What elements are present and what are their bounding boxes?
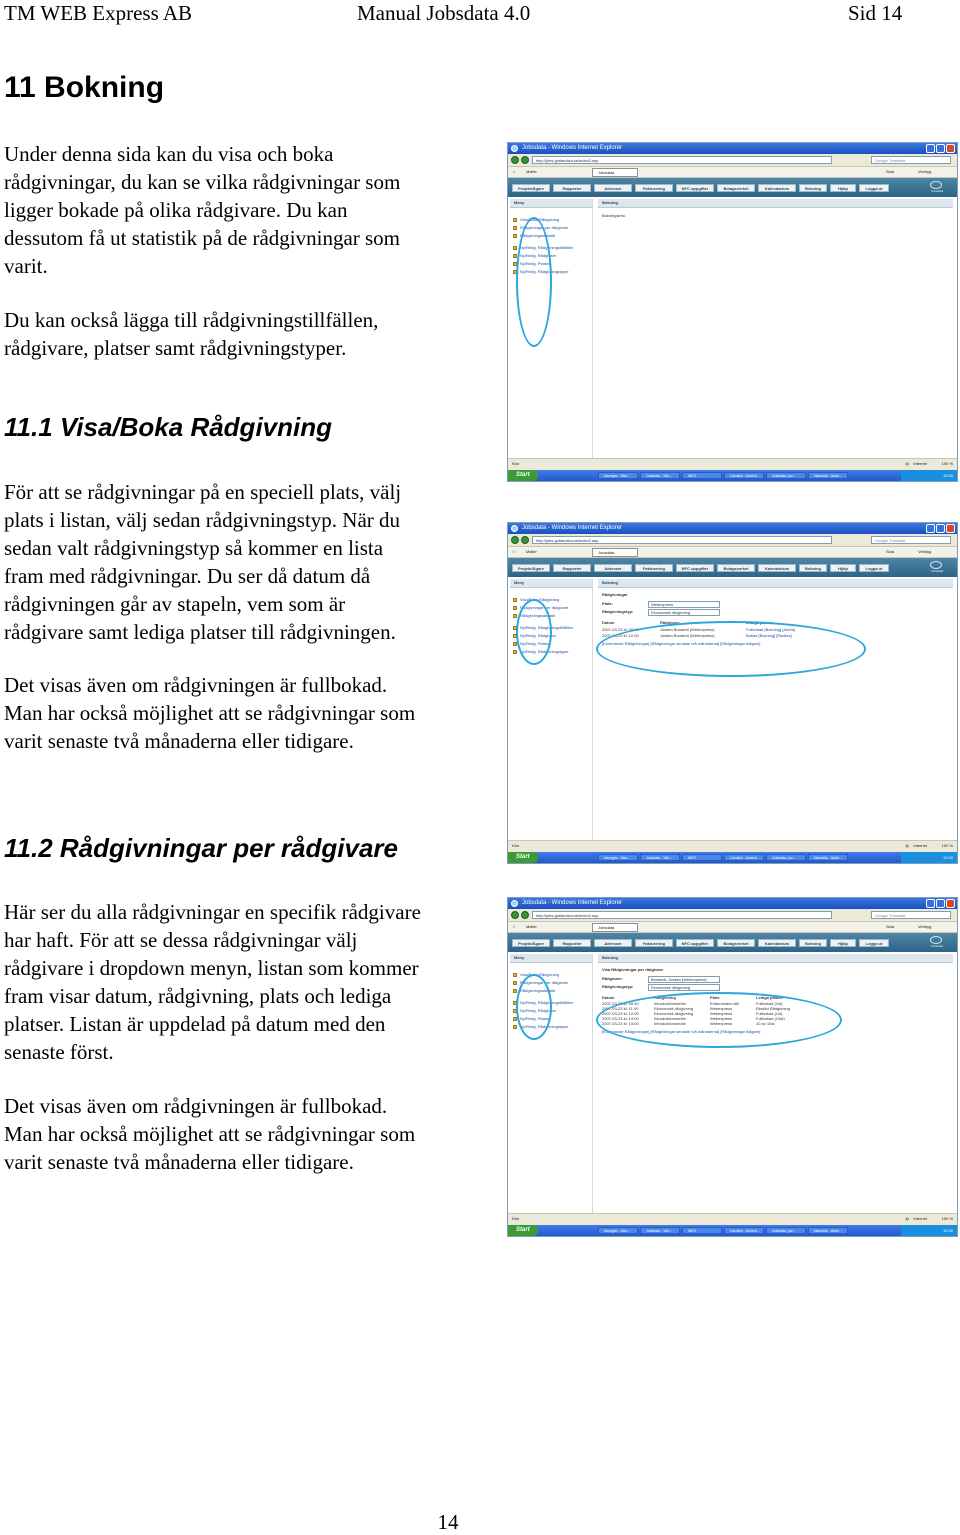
ie-icon xyxy=(511,900,518,907)
taskbar xyxy=(508,1225,957,1236)
app-nav xyxy=(508,933,957,952)
nav-fakturering[interactable]: Fakturering xyxy=(635,564,673,572)
nav-bokning[interactable]: Bokning xyxy=(799,184,827,192)
zone-text: Internet xyxy=(913,843,927,848)
nav-hjalp[interactable]: Hjälp xyxy=(830,184,856,192)
favorites-star-icon[interactable]: ☆ xyxy=(512,549,516,554)
app-nav xyxy=(508,558,957,577)
page-content xyxy=(508,197,957,459)
row1-radgivare: Joakim Brostedt (Webexpress) xyxy=(660,627,715,632)
task-inkorgen[interactable]: Inkorgen - Micr... xyxy=(598,854,638,861)
menu-item-ny-radgivare[interactable]: Ny/Redg. Rådgivare xyxy=(510,252,592,260)
page-menu[interactable]: Sida xyxy=(886,169,895,174)
period-links[interactable]: [Kommande Rådgivningar] [Rådgivningar senaste två månaderna] [Rådgivningar tidigare] xyxy=(602,641,761,646)
status-bar xyxy=(508,1213,957,1225)
subsection-1-paragraph-2: Det visas även om rådgivningen är fullbokad. Man har också möjlighet att se rådgivningar som varit senaste två månaderna eller tidigare. xyxy=(4,673,416,753)
nav-kalendarium[interactable]: Kalendarium xyxy=(758,564,796,572)
jobsdata-logo: Jobsdata xyxy=(923,936,951,949)
menu-item-ny-typer[interactable]: Ny/Redg. Rådgivningstyper xyxy=(510,1023,592,1031)
task-jobsdata-scr[interactable]: Jobsdata_scr... xyxy=(766,1227,806,1234)
menu-item-statistik[interactable]: Rådgivningsstatistik xyxy=(510,612,592,620)
browser-title-bar xyxy=(508,143,957,154)
close-button[interactable] xyxy=(946,144,955,153)
nav-rapporter[interactable]: Rapporter xyxy=(553,939,591,947)
task-jobsdata[interactable]: Jobsdata - Win... xyxy=(640,854,680,861)
globe-icon: ◍ xyxy=(905,461,909,466)
tools-menu[interactable]: Verktyg xyxy=(918,549,932,554)
nav-hjalp[interactable]: Hjälp xyxy=(830,564,856,572)
task-jobsdata[interactable]: Jobsdata - Win... xyxy=(640,1227,680,1234)
browser-title-bar xyxy=(508,523,957,534)
radgivare-row xyxy=(598,975,953,983)
address-bar xyxy=(508,154,957,167)
nav-hjalp[interactable]: Hjälp xyxy=(830,939,856,947)
address-bar xyxy=(508,534,957,547)
row2-radgivare: Joakim Brostedt (Webexpress) xyxy=(660,633,715,638)
task-info[interactable]: INFO xyxy=(682,472,722,479)
highlight-ellipse-menu xyxy=(516,974,552,1040)
search-field[interactable]: Google Translate xyxy=(871,156,951,164)
system-clock: 15:30 xyxy=(901,470,957,481)
nav-fakturering[interactable]: Fakturering xyxy=(635,939,673,947)
row5-plats: Webexpress xyxy=(710,1021,733,1026)
plats-row xyxy=(598,600,953,608)
zone-text: Internet xyxy=(913,1216,927,1221)
typ-label: Rådgivningstyp: xyxy=(602,984,634,989)
search-field[interactable]: Google Translate xyxy=(871,911,951,919)
status-text: Klar xyxy=(512,461,520,466)
forward-icon[interactable] xyxy=(521,911,529,919)
tab-jobsdata[interactable]: Jobsdata xyxy=(592,168,638,177)
screenshot-visa-boka xyxy=(507,522,958,864)
menu-item-ny-platser[interactable]: Ny/Redg. Platser xyxy=(510,1015,592,1023)
menu-item-ny-typer[interactable]: Ny/Redg. Rådgivningstyper xyxy=(510,648,592,656)
favorites-star-icon[interactable]: ☆ xyxy=(512,169,516,174)
menu-item-ny-radgivare[interactable]: Ny/Redg. Rådgivare xyxy=(510,1007,592,1015)
minimize-button[interactable] xyxy=(926,899,935,908)
row1-lediga: Fullbokad (1st) xyxy=(756,1001,783,1006)
row1-plats: Enfarmhalen AB xyxy=(710,1001,739,1006)
period-links[interactable]: [Kommande Rådgivningar] [Rådgivningar senaste två månaderna] [Rådgivningar tidigare] xyxy=(602,1029,761,1034)
row1-lediga[interactable]: Fullbokad [Bokning] [Andra] xyxy=(746,627,796,632)
task-caroline[interactable]: Caroline - Anteck... xyxy=(724,472,764,479)
subsection-2-paragraph-1: Här ser du alla rådgivningar en specifik rådgivare har haft. För att se dessa rådgivningar välj rådgivare i dropdown menyn, listan som kommer fram visar datum, rådgivning, plats och lediga platser. Listan är uppdelad på datum med den senaste först. xyxy=(4,900,421,1064)
section-intro-2: Du kan också lägga till rådgivningstillfällen, rådgivare, platser samt rådgivningstyper. xyxy=(4,308,379,360)
nav-nfc[interactable]: NFC uppgifter xyxy=(676,564,714,572)
ie-icon xyxy=(511,525,518,532)
status-text: Klar xyxy=(512,1216,520,1221)
window-title: Jobsdata - Windows Internet Explorer xyxy=(522,900,623,906)
row3-lediga: Fullbokad (1st) xyxy=(756,1011,783,1016)
col-datum: Datum xyxy=(602,620,615,625)
nav-logga-ut[interactable]: Logga ut xyxy=(859,939,889,947)
menu-item-ny-tillfallen[interactable]: Ny/Redg. Rådgivningstillfällen xyxy=(510,244,592,252)
header-manual: Manual Jobsdata 4.0 xyxy=(357,1,531,25)
row5-datum: 2007-03-23 kl: 15:00 xyxy=(602,1021,639,1026)
row4-radgivning: Introduktionsmöte xyxy=(654,1016,686,1021)
nav-adresser[interactable]: Adresser xyxy=(594,939,632,947)
highlight-ellipse-table xyxy=(596,621,866,677)
typ-label: Rådgivningstyp: xyxy=(602,609,634,614)
menu-item-ny-platser[interactable]: Ny/Redg. Platser xyxy=(510,260,592,268)
task-inkorgen[interactable]: Inkorgen - Micr... xyxy=(598,472,638,479)
typ-select[interactable]: Ekonomisk rådgivning xyxy=(648,609,720,616)
url-field[interactable]: http://jobs.gotlandica.se/index2.asp xyxy=(532,536,832,544)
menu-item-ny-radgivare[interactable]: Ny/Redg. Rådgivare xyxy=(510,632,592,640)
start-button[interactable]: Start xyxy=(508,852,538,863)
menu-item-per-radgivare[interactable]: Rådgivningar per rådgivare xyxy=(510,224,592,232)
nav-bokning[interactable]: Bokning xyxy=(799,939,827,947)
nav-adresser[interactable]: Adresser xyxy=(594,184,632,192)
nav-adresser[interactable]: Adresser xyxy=(594,564,632,572)
row1-radgivning: Introduktionsmöte xyxy=(654,1001,686,1006)
main-heading: Bokning xyxy=(598,954,953,963)
menu-item-statistik[interactable]: Rådgivningsstatistik xyxy=(510,232,592,240)
main-heading: Bokning xyxy=(598,579,953,588)
row4-plats: Webexpress xyxy=(710,1016,733,1021)
plats-label: Plats: xyxy=(602,601,613,606)
forward-icon[interactable] xyxy=(521,536,529,544)
col-radgivare: Rådgivare xyxy=(660,620,680,625)
task-namnlos[interactable]: Namnlös - Anter... xyxy=(808,854,848,861)
row2-datum: 2007-03-23 kl: 11:00 xyxy=(602,1006,639,1011)
back-icon[interactable] xyxy=(511,536,519,544)
header-page: Sid 14 xyxy=(848,1,903,25)
task-caroline[interactable]: Caroline - Anteck... xyxy=(724,1227,764,1234)
close-button[interactable] xyxy=(946,899,955,908)
close-button[interactable] xyxy=(946,524,955,533)
app-nav xyxy=(508,178,957,197)
system-clock: 15:30 xyxy=(901,1225,957,1236)
subsection-title-visa-boka: 11.1 Visa/Boka Rådgivning xyxy=(4,412,332,442)
nav-bolagsverket[interactable]: Bolagsverket xyxy=(717,564,755,572)
col-datum: Datum xyxy=(602,995,615,1000)
minimize-button[interactable] xyxy=(926,144,935,153)
row4-lediga: Fullbokad (10st) xyxy=(756,1016,785,1021)
fav-mailer[interactable]: Mailer xyxy=(526,924,537,929)
row2-datum: 2007-03-23 kl: 12:00 xyxy=(602,633,639,638)
menu-item-visa-boka[interactable]: Visa/Boka Rådgivning xyxy=(510,596,592,604)
row1-datum: 2007-03-23 kl: 09:30 xyxy=(602,627,639,632)
tools-menu[interactable]: Verktyg xyxy=(918,169,932,174)
url-field[interactable]: http://jobs.gotlandica.se/index2.asp xyxy=(532,156,832,164)
browser-title-bar xyxy=(508,898,957,909)
zone-text: Internet xyxy=(913,461,927,466)
row5-lediga: 10 av 10st xyxy=(756,1021,775,1026)
window-title: Jobsdata - Windows Internet Explorer xyxy=(522,145,623,151)
maximize-button[interactable] xyxy=(936,899,945,908)
nav-projekt[interactable]: Projekt/Ägare xyxy=(512,184,550,192)
menu-item-statistik[interactable]: Rådgivningsstatistik xyxy=(510,987,592,995)
status-bar xyxy=(508,458,957,470)
sub-heading: Visa Rådgivningar per rådgivare xyxy=(602,967,664,972)
main-panel xyxy=(598,579,953,841)
address-bar xyxy=(508,909,957,922)
nav-logga-ut[interactable]: Logga ut xyxy=(859,184,889,192)
nav-bolagsverket[interactable]: Bolagsverket xyxy=(717,184,755,192)
task-jobsdata-scr[interactable]: Jobsdata_scr... xyxy=(766,472,806,479)
menu-item-visa-boka[interactable]: Visa/Boka Rådgivning xyxy=(510,971,592,979)
favorites-bar xyxy=(508,167,957,178)
subsection-title-per-radgivare: 11.2 Rådgivningar per rådgivare xyxy=(4,833,398,863)
taskbar xyxy=(508,470,957,481)
page-content xyxy=(508,577,957,841)
nav-logga-ut[interactable]: Logga ut xyxy=(859,564,889,572)
main-panel xyxy=(598,954,953,1214)
menu-item-per-radgivare[interactable]: Rådgivningar per rådgivare xyxy=(510,604,592,612)
jobsdata-logo: Jobsdata xyxy=(923,561,951,574)
nav-rapporter[interactable]: Rapporter xyxy=(553,184,591,192)
menu-item-ny-platser[interactable]: Ny/Redg. Platser xyxy=(510,640,592,648)
favorites-star-icon[interactable]: ☆ xyxy=(512,924,516,929)
menu-item-ny-tillfallen[interactable]: Ny/Redg. Rådgivningstillfällen xyxy=(510,624,592,632)
task-namnlos[interactable]: Namnlös - Anter... xyxy=(808,1227,848,1234)
minimize-button[interactable] xyxy=(926,524,935,533)
url-field[interactable]: http://jobs.gotlandica.se/index2.asp xyxy=(532,911,832,919)
col-plats: Plats xyxy=(710,995,720,1000)
status-bar xyxy=(508,840,957,852)
jobsdata-logo: Jobsdata xyxy=(923,181,951,194)
row2-plats: Webexpress xyxy=(710,1006,733,1011)
section-intro: Under denna sida kan du visa och boka rådgivningar, du kan se vilka rådgivningar som ligger bokade på olika rådgivare. Du kan dessutom få ut statistik på de rådgivningar som varit. xyxy=(4,142,401,278)
tab-jobsdata[interactable]: Jobsdata xyxy=(592,923,638,932)
radgivare-label: Rådgivare: xyxy=(602,976,623,981)
highlight-ellipse xyxy=(516,217,552,347)
forward-icon[interactable] xyxy=(521,156,529,164)
fav-mailer[interactable]: Mailer xyxy=(526,549,537,554)
row2-lediga[interactable]: Bokad [Bokning] [Radera] xyxy=(746,633,792,638)
typ-row xyxy=(598,983,953,991)
status-text: Klar xyxy=(512,843,520,848)
row3-plats: Webexpress xyxy=(710,1011,733,1016)
start-button[interactable]: Start xyxy=(508,470,538,481)
tools-menu[interactable]: Verktyg xyxy=(918,924,932,929)
col-lediga: Lediga platser xyxy=(756,995,784,1000)
task-info[interactable]: INFO xyxy=(682,854,722,861)
window-title: Jobsdata - Windows Internet Explorer xyxy=(522,525,623,531)
zoom-level: 100 % xyxy=(941,461,953,466)
screenshot-bokning-overview xyxy=(507,142,958,482)
back-icon[interactable] xyxy=(511,911,519,919)
col-radgivning: Rådgivning xyxy=(654,995,676,1000)
menu-item-ny-typer[interactable]: Ny/Redg. Rådgivningstyper xyxy=(510,268,592,276)
nav-fakturering[interactable]: Fakturering xyxy=(635,184,673,192)
row3-datum: 2007-03-23 kl: 12:00 xyxy=(602,1011,639,1016)
highlight-ellipse-table xyxy=(596,992,842,1048)
section-title: 11 Bokning xyxy=(4,71,165,104)
nav-bokning[interactable]: Bokning xyxy=(799,564,827,572)
row1-datum: 2007-03-23 kl: 09:30 xyxy=(602,1001,639,1006)
main-info-text: Bokningsinfo. xyxy=(602,213,627,218)
row4-datum: 2007-03-23 kl: 14:00 xyxy=(602,1016,639,1021)
row2-radgivning: Ekonomisk rådgivning xyxy=(654,1006,694,1011)
maximize-button[interactable] xyxy=(936,144,945,153)
task-jobsdata-scr[interactable]: Jobsdata_scr... xyxy=(766,854,806,861)
nav-nfc[interactable]: NFC uppgifter xyxy=(676,939,714,947)
favorites-bar xyxy=(508,922,957,933)
page-content xyxy=(508,952,957,1214)
maximize-button[interactable] xyxy=(936,524,945,533)
taskbar xyxy=(508,852,957,863)
nav-rapporter[interactable]: Rapporter xyxy=(553,564,591,572)
subsection-2-paragraph-2: Det visas även om rådgivningen är fullbokad. Man har också möjlighet att se rådgivningar som varit senaste två månaderna eller tidigare. xyxy=(4,1094,416,1174)
task-caroline[interactable]: Caroline - Anteck... xyxy=(724,854,764,861)
nav-projekt[interactable]: Projekt/Ägare xyxy=(512,564,550,572)
start-button[interactable]: Start xyxy=(508,1225,538,1236)
nav-kalendarium[interactable]: Kalendarium xyxy=(758,939,796,947)
row5-radgivning: Introduktionsmöte xyxy=(654,1021,686,1026)
favorites-bar xyxy=(508,547,957,558)
sidebar-heading: Meny xyxy=(510,579,592,588)
radgivare-select[interactable]: Brostedt, Joakim (Webexpress) xyxy=(648,976,720,983)
header-company: TM WEB Express AB xyxy=(4,1,193,25)
task-inkorgen[interactable]: Inkorgen - Micr... xyxy=(598,1227,638,1234)
fav-mailer[interactable]: Mailer xyxy=(526,169,537,174)
nav-kalendarium[interactable]: Kalendarium xyxy=(758,184,796,192)
system-clock: 15:30 xyxy=(901,852,957,863)
row3-radgivning: Ekonomisk rådgivning xyxy=(654,1011,694,1016)
tab-jobsdata[interactable]: Jobsdata xyxy=(592,548,638,557)
page-menu[interactable]: Sida xyxy=(886,549,895,554)
sidebar-heading: Meny xyxy=(510,954,592,963)
typ-select[interactable]: Ekonomisk rådgivning xyxy=(648,984,720,991)
search-field[interactable]: Google Translate xyxy=(871,536,951,544)
main-panel xyxy=(598,199,953,459)
menu-item-visa-boka[interactable]: Visa/Boka Rådgivning xyxy=(510,216,592,224)
main-heading: Bokning xyxy=(598,199,953,208)
menu-item-per-radgivare[interactable]: Rådgivningar per rådgivare xyxy=(510,979,592,987)
task-info[interactable]: INFO xyxy=(682,1227,722,1234)
page-number: 14 xyxy=(437,1510,459,1534)
nav-bolagsverket[interactable]: Bolagsverket xyxy=(717,939,755,947)
globe-icon: ◍ xyxy=(905,1216,909,1221)
nav-nfc[interactable]: NFC uppgifter xyxy=(676,184,714,192)
zoom-level: 100 % xyxy=(941,1216,953,1221)
task-jobsdata[interactable]: Jobsdata - Win... xyxy=(640,472,680,479)
screenshot-per-radgivare xyxy=(507,897,958,1237)
globe-icon: ◍ xyxy=(905,843,909,848)
row2-lediga: Ekskild Rådgivning xyxy=(756,1006,790,1011)
ie-icon xyxy=(511,145,518,152)
typ-row xyxy=(598,608,953,616)
task-namnlos[interactable]: Namnlös - Anter... xyxy=(808,472,848,479)
plats-select[interactable]: Webexpress xyxy=(648,601,720,608)
subsection-1-paragraph-1: För att se rådgivningar på en speciell plats, välj plats i listan, välj sedan rådgivningstyp. När du sedan valt rådgivningstyp så kommer en lista fram med rådgivningar. Du ser då datum då rådgivningen går av stapeln, vem som är rådgivare samt lediga platser till rådgivningen. xyxy=(4,480,402,644)
menu-item-ny-tillfallen[interactable]: Ny/Redg. Rådgivningstillfällen xyxy=(510,999,592,1007)
sub-heading: Rådgivningar xyxy=(602,592,628,597)
highlight-ellipse-menu xyxy=(516,599,552,665)
page-menu[interactable]: Sida xyxy=(886,924,895,929)
nav-projekt[interactable]: Projekt/Ägare xyxy=(512,939,550,947)
zoom-level: 100 % xyxy=(941,843,953,848)
sidebar-heading: Meny xyxy=(510,199,592,208)
back-icon[interactable] xyxy=(511,156,519,164)
col-lediga: Lediga platser xyxy=(746,620,774,625)
